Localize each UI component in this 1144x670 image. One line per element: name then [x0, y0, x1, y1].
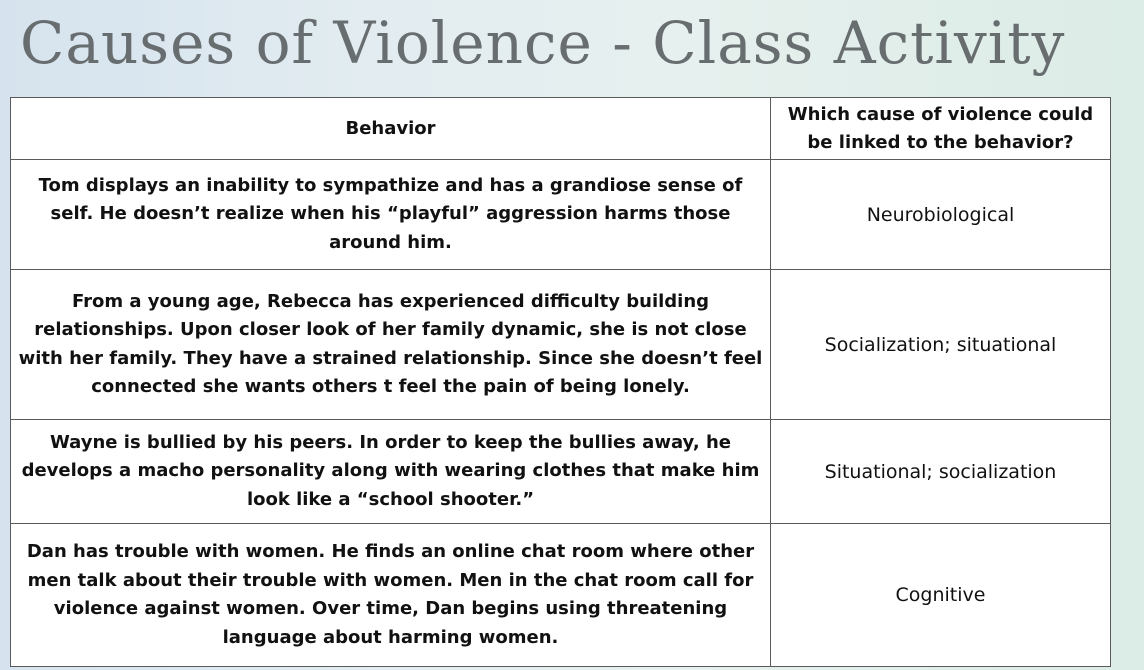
slide-title: Causes of Violence - Class Activity [20, 9, 1066, 77]
cause-cell-rebecca: Socialization; situational [771, 270, 1111, 420]
causes-table [10, 97, 1111, 667]
cause-cell-tom: Neurobiological [771, 160, 1111, 270]
behavior-cell-rebecca: From a young age, Rebecca has experienced difficulty building relationships. Upon closer look of her family dynamic, she is not close with her family. They have a strained relationship. Since she doesn’t feel connected she wants others t feel the pain of being lonely. [11, 270, 771, 420]
cause-cell-dan: Cognitive [771, 524, 1111, 667]
table-row [11, 270, 1111, 420]
behavior-cell-wayne: Wayne is bullied by his peers. In order to keep the bullies away, he develops a macho personality along with wearing clothes that make him look like a “school shooter.” [11, 420, 771, 524]
table-header-row [11, 98, 1111, 160]
behavior-cell-dan: Dan has trouble with women. He finds an online chat room where other men talk about their trouble with women. Men in the chat room call for violence against women. Over time, Dan begins using threatening language about harming women. [11, 524, 771, 667]
table-row [11, 524, 1111, 667]
table-row [11, 420, 1111, 524]
behavior-cell-tom: Tom displays an inability to sympathize and has a grandiose sense of self. He doesn’t realize when his “playful” aggression harms those around him. [11, 160, 771, 270]
header-cause: Which cause of violence could be linked to the behavior? [771, 98, 1111, 160]
header-behavior: Behavior [11, 98, 771, 160]
cause-cell-wayne: Situational; socialization [771, 420, 1111, 524]
table-row [11, 160, 1111, 270]
